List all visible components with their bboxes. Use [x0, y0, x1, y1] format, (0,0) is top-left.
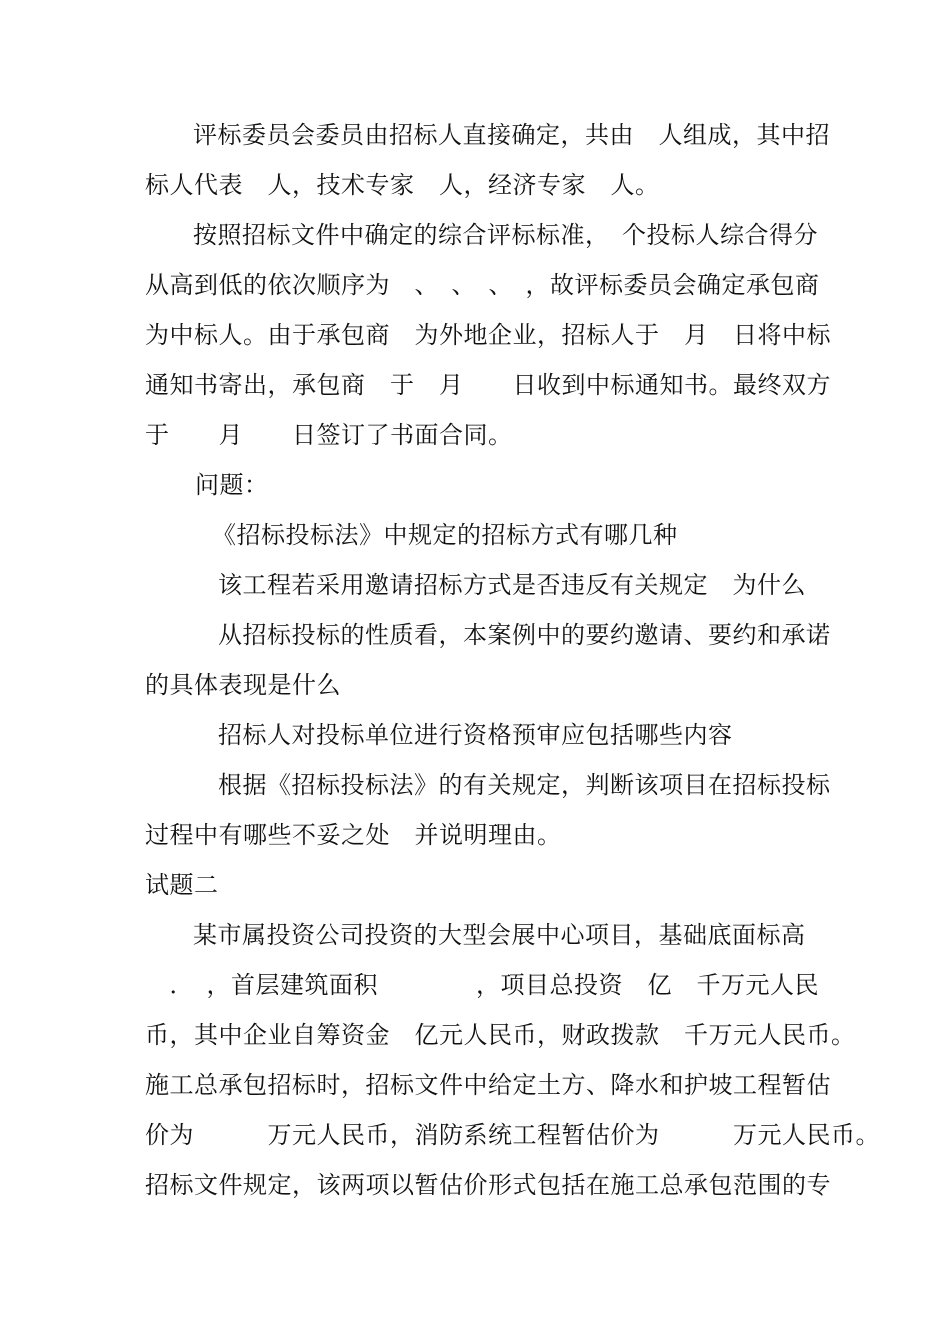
question-item: 该工程若采用邀请招标方式是否违反有关规定 为什么 — [218, 571, 806, 599]
text-line: 标人代表 人，技术专家 人，经济专家 人。 — [145, 171, 660, 199]
question-item: 从招标投标的性质看，本案例中的要约邀请、要约和承诺 — [218, 621, 831, 649]
text-line: 为中标人。由于承包商 为外地企业，招标人于 月 日将中标 — [145, 321, 831, 349]
text-line: 施工总承包招标时，招标文件中给定土方、降水和护坡工程暂估 — [145, 1071, 831, 1099]
text-line: 按照招标文件中确定的综合评标标准， 个投标人综合得分 — [193, 221, 818, 249]
text-line: 从高到低的依次顺序为 、 、 、 ，故评标委员会确定承包商 — [145, 271, 820, 299]
text-line: 的具体表现是什么 — [145, 671, 341, 699]
text-line: 某市属投资公司投资的大型会展中心项目，基础底面标高 — [193, 921, 806, 949]
text-line: ． ，首层建筑面积 ，项目总投资 亿 千万元人民 — [145, 971, 819, 999]
questions-heading: 问题： — [195, 471, 269, 499]
question-item: 《招标投标法》中规定的招标方式有哪几种 — [212, 521, 678, 549]
text-line: 招标文件规定，该两项以暂估价形式包括在施工总承包范围的专 — [145, 1171, 831, 1199]
question-item: 招标人对投标单位进行资格预审应包括哪些内容 — [218, 721, 733, 749]
section-heading: 试题二 — [145, 871, 219, 899]
text-line: 于 月 日签订了书面合同。 — [145, 421, 513, 449]
text-line: 过程中有哪些不妥之处 并说明理由。 — [145, 821, 562, 849]
text-line: 通知书寄出，承包商 于 月 日收到中标通知书。最终双方 — [145, 371, 831, 399]
text-line: 币，其中企业自筹资金 亿元人民币，财政拨款 千万元人民币。 — [145, 1021, 856, 1049]
question-item: 根据《招标投标法》的有关规定，判断该项目在招标投标 — [218, 771, 831, 799]
text-line: 价为 万元人民币，消防系统工程暂估价为 万元人民币。 — [145, 1121, 880, 1149]
text-line: 评标委员会委员由招标人直接确定，共由 人组成，其中招 — [193, 121, 830, 149]
